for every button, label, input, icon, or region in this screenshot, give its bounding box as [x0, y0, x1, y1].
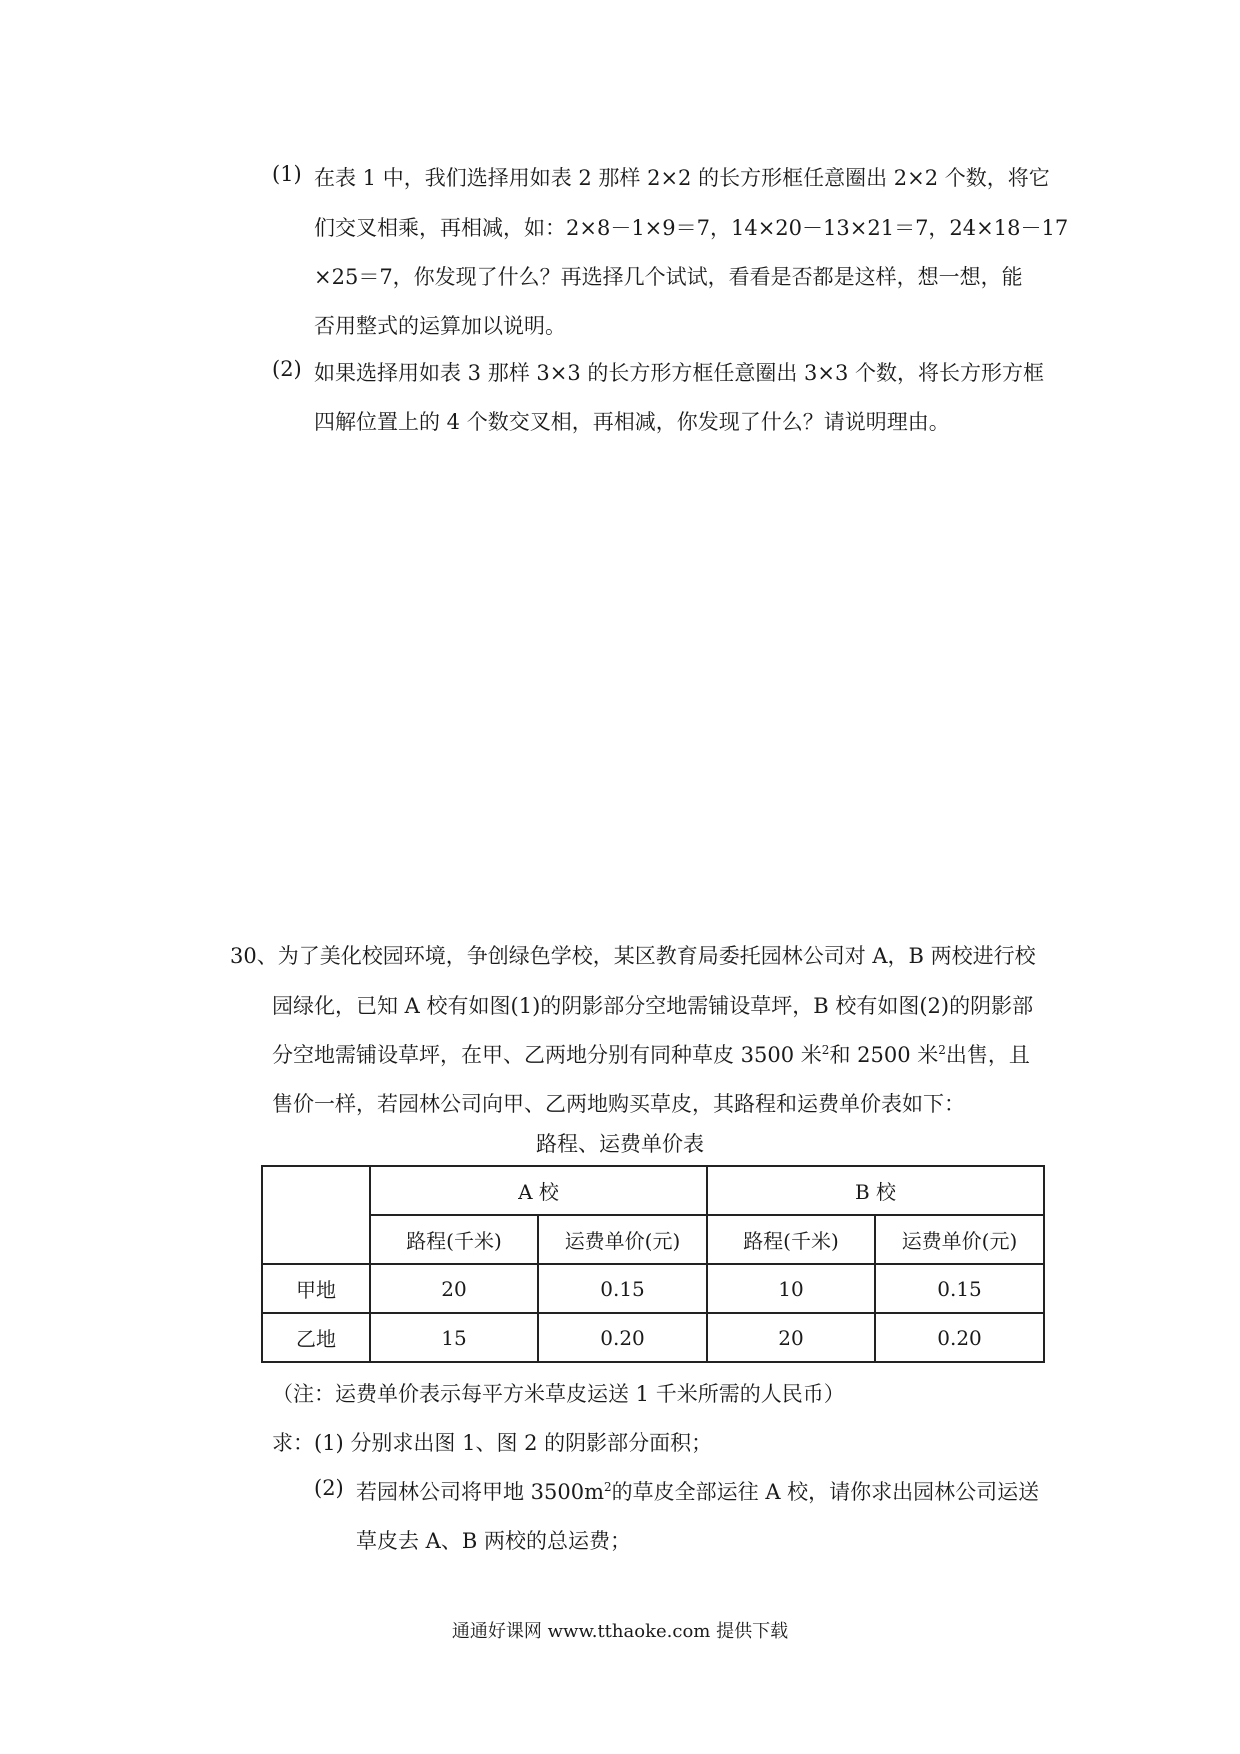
- part1-label: (1): [272, 162, 302, 186]
- subheader-unit-fee-a: 运费单价(元): [538, 1215, 707, 1264]
- part1-line-4: 否用整式的运算加以说明。: [314, 314, 566, 338]
- ask-q2-text-b: 的草皮全部运往 A 校，请你求出园林公司运送: [611, 1480, 1040, 1504]
- table-corner-cell: [262, 1166, 370, 1264]
- subheader-distance-a: 路程(千米): [370, 1215, 538, 1264]
- table-cell: 20: [707, 1313, 875, 1362]
- ask-q1-text: 分别求出图 1、图 2 的阴影部分面积；: [350, 1431, 713, 1455]
- q30-line-3-mid: 和 2500 米: [829, 1043, 939, 1067]
- part2-line-2: 四解位置上的 4 个数交叉相，再相减，你发现了什么？请说明理由。: [314, 410, 950, 434]
- ask-q2-line-1: [356, 1476, 1039, 1506]
- table-row: [262, 1264, 1044, 1313]
- table-note: （注：运费单价表示每平方米草皮运送 1 千米所需的人民币）: [272, 1382, 845, 1406]
- superscript: 2: [604, 1480, 612, 1494]
- header-school-b: B 校: [707, 1166, 1044, 1215]
- q30-line-2: 园绿化，已知 A 校有如图(1)的阴影部分空地需铺设草坪，B 校有如图(2)的阴影部: [272, 994, 1034, 1018]
- table-cell: 20: [370, 1264, 538, 1313]
- q30-line-3-start: 分空地需铺设草坪，在甲、乙两地分别有同种草皮 3500 米: [272, 1043, 822, 1067]
- ask-q2-text-a: 若园林公司将甲地 3500m: [356, 1480, 605, 1504]
- part1-line-2: 们交叉相乘，再相减，如：2×8－1×9＝7，14×20－13×21＝7，24×18－17: [314, 216, 1069, 240]
- table-cell: 0.15: [538, 1264, 707, 1313]
- part2-line-1: 如果选择用如表 3 那样 3×3 的长方形方框任意圈出 3×3 个数，将长方形方框: [314, 361, 1045, 385]
- table-cell: 15: [370, 1313, 538, 1362]
- row-name: 乙地: [262, 1313, 370, 1362]
- subheader-unit-fee-b: 运费单价(元): [875, 1215, 1044, 1264]
- part1-line-1: 在表 1 中，我们选择用如表 2 那样 2×2 的长方形框任意圈出 2×2 个数，将它: [314, 166, 1050, 190]
- ask-q1: [272, 1427, 712, 1457]
- ask-q2-line-2: 草皮去 A、B 两校的总运费；: [356, 1529, 631, 1553]
- row-name: 甲地: [262, 1264, 370, 1313]
- q30-line-3: [272, 1039, 1030, 1069]
- q30-line-3-end: 出售，且: [945, 1043, 1030, 1067]
- table-cell: 0.20: [875, 1313, 1044, 1362]
- superscript: 2: [938, 1043, 946, 1057]
- ask-q2-label: (2): [314, 1476, 344, 1500]
- header-school-a: A 校: [370, 1166, 707, 1215]
- table-cell: 0.20: [538, 1313, 707, 1362]
- route-fee-table: [261, 1165, 1045, 1363]
- part1-line-3: ×25＝7，你发现了什么？再选择几个试试，看看是否都是这样，想一想，能: [314, 265, 1023, 289]
- q30-line-1: 30、为了美化校园环境，争创绿色学校，某区教育局委托园林公司对 A，B 两校进行校: [230, 944, 1036, 968]
- table-row: [262, 1313, 1044, 1362]
- subheader-distance-b: 路程(千米): [707, 1215, 875, 1264]
- part2-label: (2): [272, 357, 302, 381]
- table-caption: 路程、运费单价表: [536, 1132, 704, 1156]
- ask-prefix: 求：(1): [272, 1431, 344, 1455]
- q30-line-4: 售价一样，若园林公司向甲、乙两地购买草皮，其路程和运费单价表如下：: [272, 1092, 965, 1116]
- page-footer: 通通好课网 www.tthaoke.com 提供下载: [451, 1621, 789, 1642]
- table-cell: 10: [707, 1264, 875, 1313]
- superscript: 2: [821, 1043, 830, 1057]
- table-cell: 0.15: [875, 1264, 1044, 1313]
